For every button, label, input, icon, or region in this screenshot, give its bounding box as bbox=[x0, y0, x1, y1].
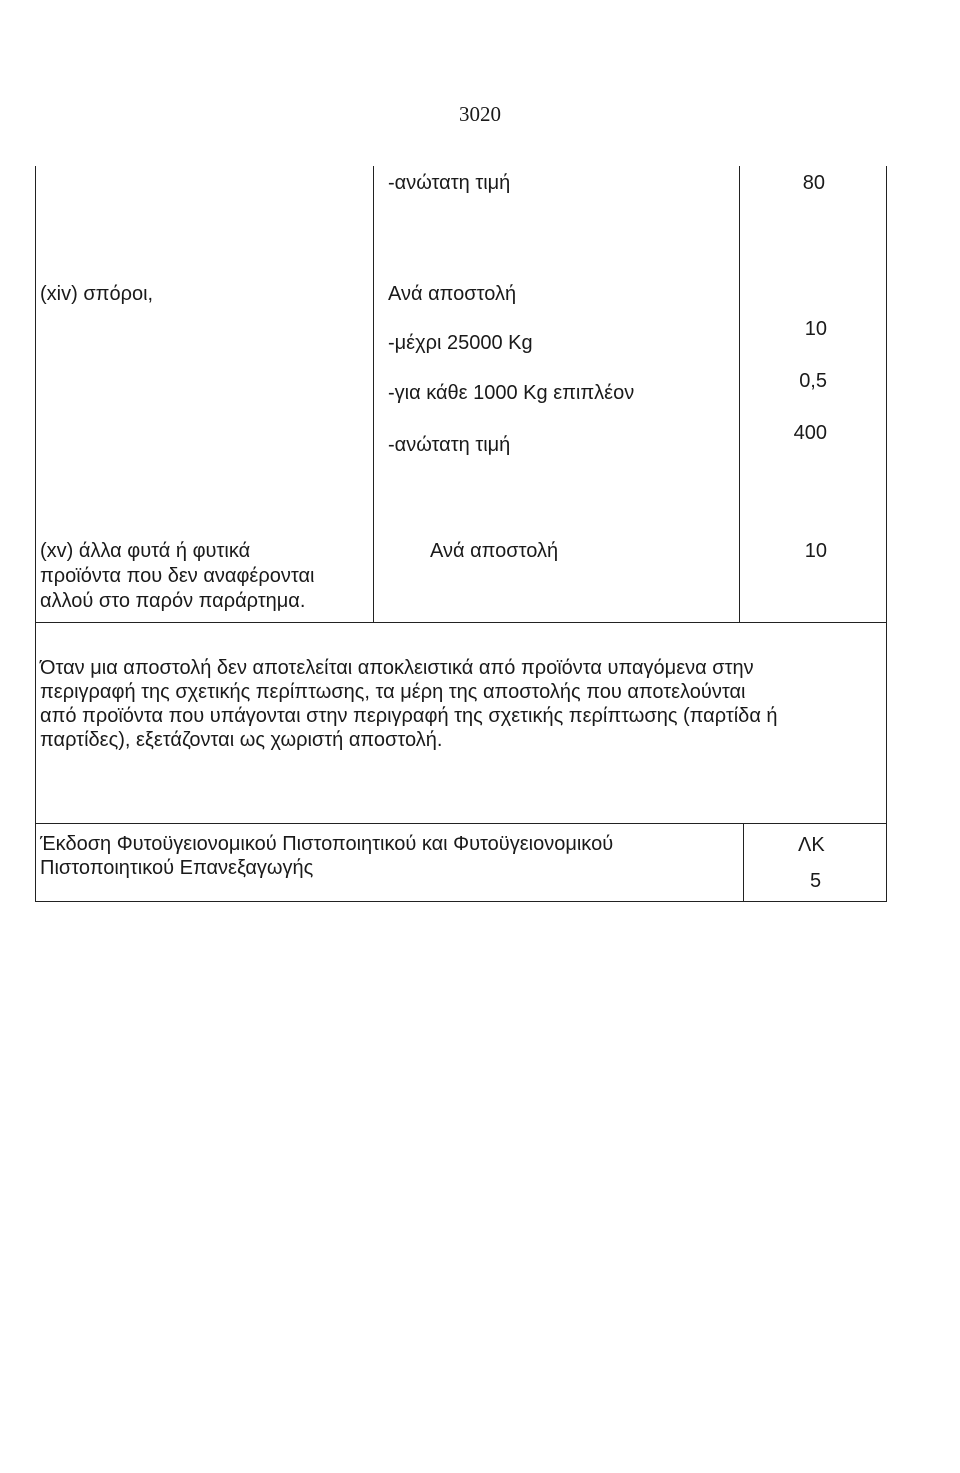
note-line: από προϊόντα που υπάγονται στην περιγραφή της σχετικής περίπτωσης (παρτίδα ή bbox=[40, 705, 778, 727]
table-column-divider-1 bbox=[373, 166, 374, 622]
row3-description: Ανά αποστολή bbox=[430, 540, 559, 562]
row2-description-4: -ανώτατη τιμή bbox=[388, 434, 511, 456]
table-column-divider-2 bbox=[739, 166, 740, 622]
page-number: 3020 bbox=[459, 102, 501, 126]
row3-value: 10 bbox=[804, 540, 827, 562]
footer-description bbox=[40, 832, 613, 880]
note-line: παρτίδες), εξετάζονται ως χωριστή αποστολή. bbox=[40, 729, 443, 751]
row1-description: -ανώτατη τιμή bbox=[388, 172, 511, 194]
footer-column-divider bbox=[743, 823, 744, 901]
row2-item: (xiv) σπόροι, bbox=[40, 283, 154, 305]
note-line: Όταν μια αποστολή δεν αποτελείται αποκλειστικά από προϊόντα υπαγόμενα στην bbox=[40, 657, 754, 679]
row2-description-3: -για κάθε 1000 Kg επιπλέον bbox=[388, 382, 635, 404]
table-divider-note-top bbox=[35, 622, 887, 623]
note-paragraph bbox=[40, 656, 885, 752]
table-border-right bbox=[886, 166, 887, 902]
note-line: περιγραφή της σχετικής περίπτωσης, τα μέρη της αποστολής που αποτελούνται bbox=[40, 681, 746, 703]
table-divider-footer-top bbox=[35, 823, 887, 824]
row2-description-1: Ανά αποστολή bbox=[388, 283, 517, 305]
row2-value-3: 400 bbox=[793, 422, 827, 444]
row2-value-1: 10 bbox=[804, 318, 827, 340]
footer-line: Πιστοποιητικού Επανεξαγωγής bbox=[40, 857, 314, 879]
footer-unit: ΛΚ bbox=[798, 834, 825, 856]
row1-value: 80 bbox=[802, 172, 825, 194]
table-border-left bbox=[35, 166, 36, 902]
row3-item-line-2: προϊόντα που δεν αναφέρονται bbox=[40, 565, 315, 587]
footer-value: 5 bbox=[810, 870, 822, 892]
footer-line: Έκδοση Φυτοϋγειονομικού Πιστοποιητικού και Φυτοϋγειονομικού bbox=[40, 833, 614, 855]
row2-value-2: 0,5 bbox=[799, 370, 827, 392]
row3-item-line-3: αλλού στο παρόν παράρτημα. bbox=[40, 590, 306, 612]
row2-description-2: -μέχρι 25000 Kg bbox=[388, 332, 533, 354]
row3-item-line-1: (xv) άλλα φυτά ή φυτικά bbox=[40, 540, 251, 562]
table-border-bottom bbox=[35, 901, 887, 902]
